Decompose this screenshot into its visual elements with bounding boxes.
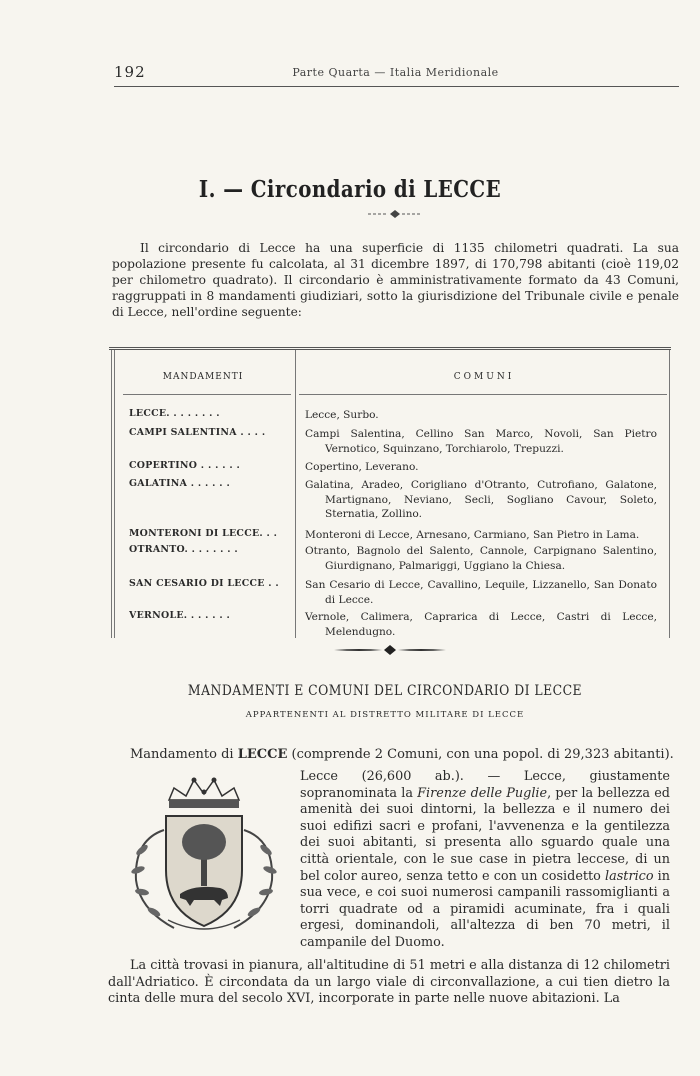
mandamento-name: CAMPI SALENTINA . . . . bbox=[129, 427, 266, 438]
mandamento-name: GALATINA . . . . . . bbox=[129, 478, 231, 489]
mandamento-name: OTRANTO. . . . . . . . bbox=[129, 544, 238, 555]
comuni-list: Otranto, Bagnolo del Salento, Cannole, Carpignano Salentino, Giurdignano, Palmariggi, Uggiano la Chiesa. bbox=[305, 545, 657, 572]
ornament-icon bbox=[330, 642, 450, 658]
column-header-comuni: COMUNI bbox=[453, 372, 515, 382]
mandamento-name: SAN CESARIO DI LECCE . . bbox=[129, 578, 279, 589]
comuni-list: Campi Salentina, Cellino San Marco, Novoli, San Pietro Vernotico, Squinzano, Torchiarolo, Trepuzzi. bbox=[305, 428, 657, 455]
mandamento-heading: Mandamento di LECCE (comprende 2 Comuni, con una popol. di 29,323 abitanti). bbox=[130, 747, 674, 762]
running-head bbox=[114, 58, 677, 82]
mandamenti-table bbox=[109, 347, 671, 638]
comuni-list: Galatina, Aradeo, Corigliano d'Otranto, Cutrofiano, Galatone, Martignano, Neviano, Secli, Sogliano Cavour, Soleto, Sternatia, Zollino. bbox=[305, 479, 657, 520]
city-description: La città trovasi in pianura, all'altitudine di 51 metri e alla distanza di 12 chilometri dall'Adriatico. È circondata da un largo viale di circonvallazione, a cui tien dietro la cinta delle mura del secolo XVI, incorporate in parte nelle nuove abitazioni. La bbox=[108, 958, 670, 1007]
mandamento-name: VERNOLE. . . . . . . bbox=[129, 610, 231, 621]
intro-paragraph: Il circondario di Lecce ha una superficie di 1135 chilometri quadrati. La sua popolazione presente fu calcolata, al 31 dicembre 1897, di 170,798 abitanti (cioè 119,02 per chilometro quadrato). Il circondario è amministrativamente formato da 43 Comuni, raggruppati in 8 mandamenti giudiziari, sotto la giurisdizione del Tribunale civile e penale di Lecce, nell'ordine seguente: bbox=[112, 241, 679, 319]
lecce-description: Lecce (26,600 ab.). — Lecce, giustamente sopranominata la Firenze delle Puglie, per la bellezza ed amenità dei suoi dintorni, la bellezza e il numero dei suoi edifizi sacri e profani, l'avvenenza e la gentilezza dei suoi abitanti, si presenta allo sguardo quale una città orientale, con le sue case in pietra leccese, di un bel color aureo, senza tetto e con un cosidetto lastrico in sua vece, e coi suoi numerosi campanili rassomiglianti a torri quadrate od a piramidi acuminate, fra i quali ergesi, dominandoli, all'altezza di ben 70 metri, il campanile del Duomo. bbox=[300, 769, 671, 950]
comuni-list: Monteroni di Lecce, Arnesano, Carmiano, San Pietro in Lama. bbox=[305, 529, 640, 541]
coat-of-arms-icon bbox=[124, 770, 284, 940]
mandamento-name: COPERTINO . . . . . . bbox=[129, 460, 241, 471]
header-rule bbox=[114, 86, 679, 87]
comuni-list: Vernole, Calimera, Caprarica di Lecce, Castri di Lecce, Melendugno. bbox=[305, 611, 657, 638]
comuni-list: Copertino, Leverano. bbox=[305, 461, 419, 473]
comuni-list: Lecce, Surbo. bbox=[305, 409, 379, 421]
small-ornament-icon bbox=[360, 208, 430, 220]
mandamento-name: LECCE. . . . . . . . bbox=[129, 408, 220, 419]
section-subtitle: APPARTENENTI AL DISTRETTO MILITARE DI LECCE bbox=[245, 710, 525, 720]
section-title: MANDAMENTI E COMUNI DEL CIRCONDARIO DI LECCE bbox=[187, 683, 583, 699]
comuni-list: San Cesario di Lecce, Cavallino, Lequile, Lizzanello, San Donato di Lecce. bbox=[305, 579, 657, 606]
page-number: 192 bbox=[114, 63, 146, 81]
column-header-mandamenti: MANDAMENTI bbox=[162, 372, 244, 382]
running-title: Parte Quarta — Italia Meridionale bbox=[292, 66, 499, 79]
mandamento-name: MONTERONI DI LECCE. . . bbox=[129, 528, 278, 539]
chapter-title: I. — Circondario di LECCE bbox=[198, 176, 502, 203]
